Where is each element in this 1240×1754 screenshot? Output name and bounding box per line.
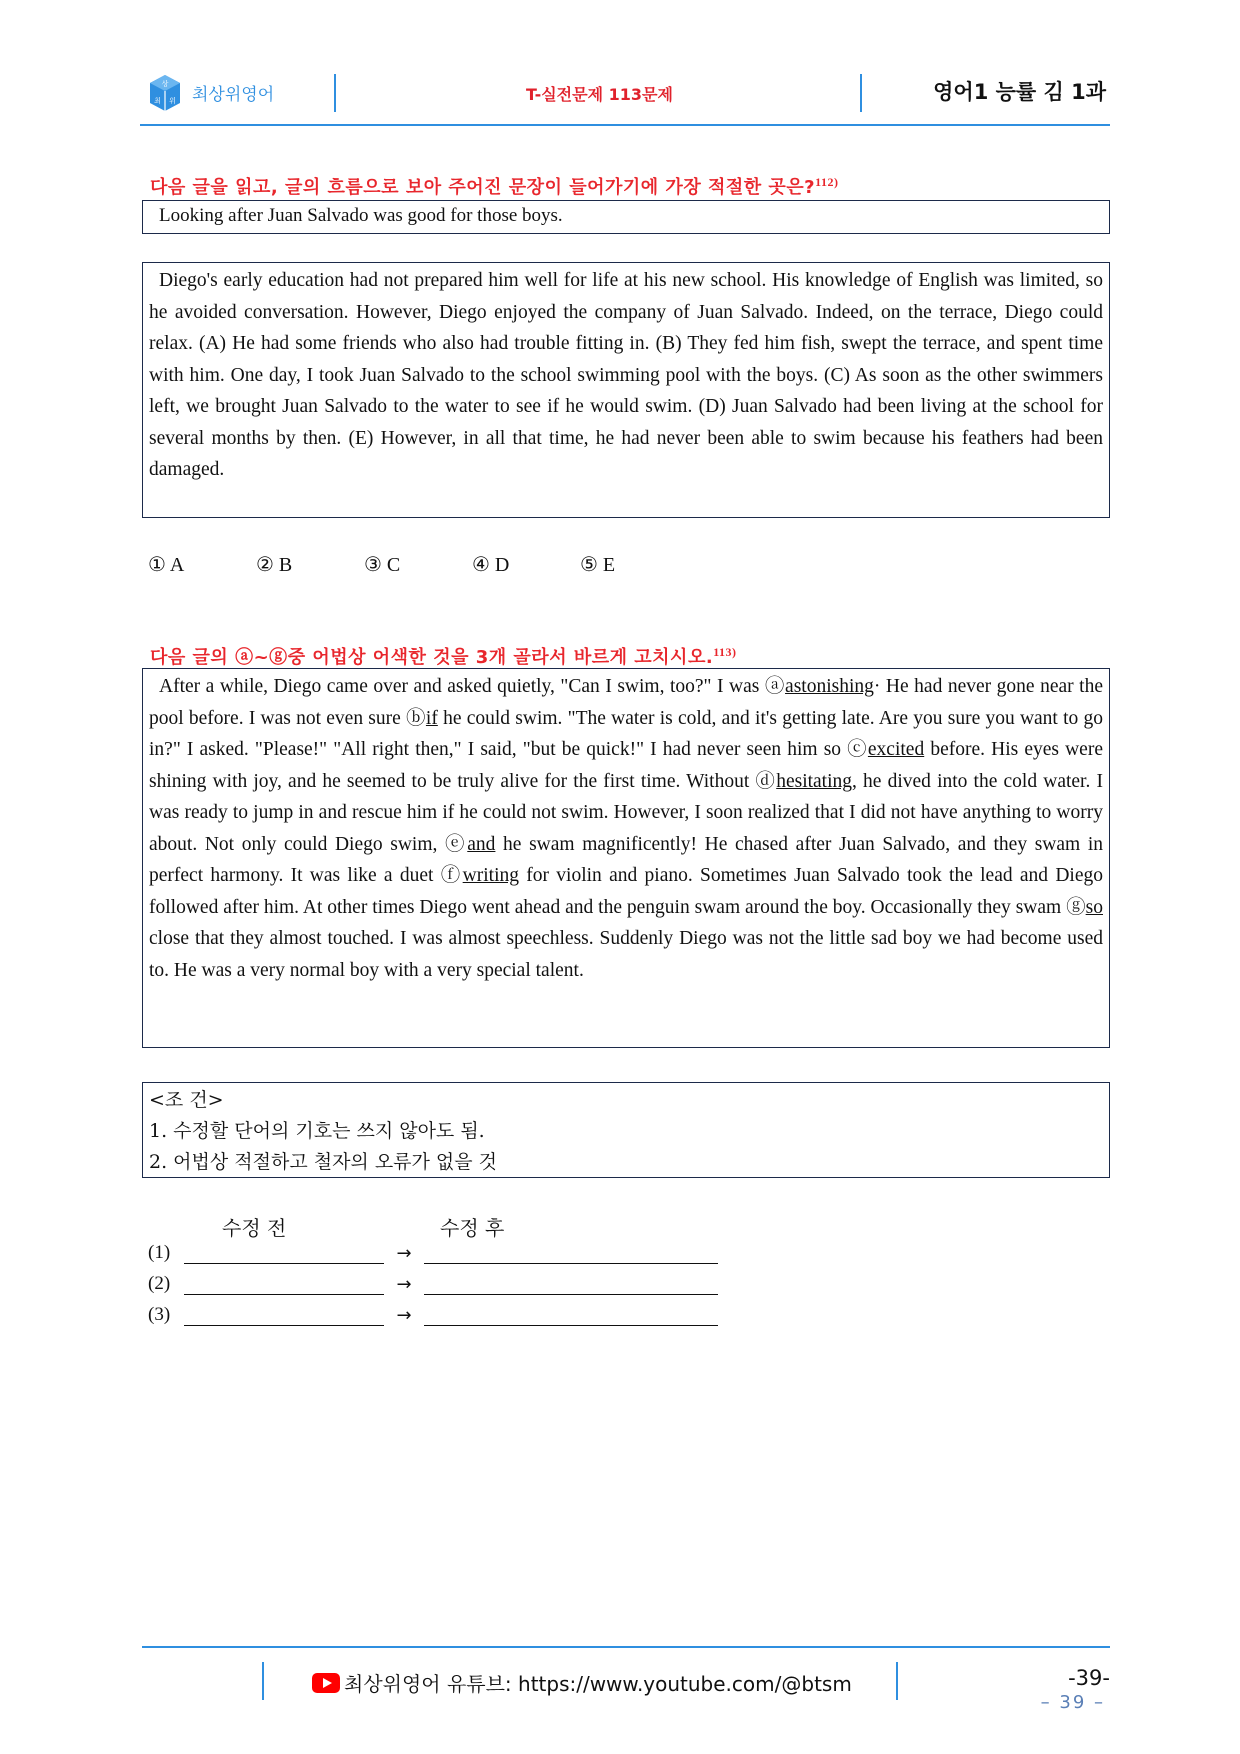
header-divider bbox=[334, 74, 336, 112]
underlined-f: writing bbox=[462, 865, 519, 886]
youtube-icon bbox=[312, 1673, 340, 1693]
youtube-link[interactable] bbox=[312, 1668, 852, 1697]
choice-1[interactable]: ① A bbox=[148, 554, 185, 576]
given-sentence-box bbox=[142, 200, 1110, 234]
youtube-text: 최상위영어 유튜브: https://www.youtube.com/@btsm bbox=[344, 1672, 852, 1696]
choice-3[interactable]: ③ C bbox=[364, 554, 401, 576]
mark-f: ⓕ bbox=[440, 865, 463, 886]
before-blank[interactable] bbox=[184, 1304, 384, 1326]
svg-text:위: 위 bbox=[169, 97, 176, 105]
after-header: 수정 후 bbox=[440, 1216, 505, 1240]
underlined-b: if bbox=[425, 707, 438, 729]
page-number-alt: – 39 – bbox=[1040, 1692, 1105, 1713]
after-blank[interactable] bbox=[424, 1273, 718, 1295]
footer-separator bbox=[896, 1662, 898, 1700]
before-header: 수정 전 bbox=[222, 1216, 287, 1240]
mark-b: ⓑ bbox=[406, 707, 426, 729]
after-blank[interactable] bbox=[424, 1242, 718, 1264]
answer-row-number: (2) bbox=[148, 1273, 171, 1294]
svg-text:상: 상 bbox=[161, 80, 169, 88]
underlined-c: excited bbox=[867, 739, 925, 760]
mark-d: ⓓ bbox=[755, 770, 777, 792]
arrow-icon: → bbox=[396, 1305, 412, 1326]
arrow-icon: → bbox=[396, 1274, 412, 1295]
passage-113 bbox=[142, 668, 1110, 1048]
exam-title: T-실전문제 113문제 bbox=[526, 85, 673, 104]
before-blank[interactable] bbox=[184, 1242, 384, 1264]
mark-c: ⓒ bbox=[847, 739, 868, 760]
course-title: 영어1 능률 김 1과 bbox=[933, 80, 1106, 104]
page-header bbox=[140, 70, 1110, 126]
mark-g: ⓖ bbox=[1066, 896, 1086, 918]
answer-row-number: (1) bbox=[148, 1242, 171, 1263]
passage-112 bbox=[142, 262, 1110, 518]
underlined-e: and bbox=[467, 833, 496, 855]
choice-4[interactable]: ④ D bbox=[472, 554, 510, 576]
underlined-g: so bbox=[1085, 896, 1103, 918]
conditions-box bbox=[142, 1082, 1110, 1178]
answer-row bbox=[148, 1236, 718, 1264]
choice-5[interactable]: ⑤ E bbox=[580, 554, 616, 576]
mark-a: ⓐ bbox=[764, 676, 786, 697]
condition-item: 1. 수정할 단어의 기호는 쓰지 않아도 됨. bbox=[149, 1120, 485, 1142]
answer-choices bbox=[148, 552, 688, 577]
footer-divider bbox=[142, 1646, 1110, 1648]
brand-logo-icon bbox=[148, 74, 182, 112]
passage-112-text: Diego's early education had not prepared him well for life at his new school. His knowledge of English was limited, so he avoided conversation. However, Diego enjoyed the company of Juan Salvado. Indeed, on the terrace, Diego could relax. (A) He had some friends who also had trouble fitting in. (B) They fed him fish, swept the terrace, and spent time with him. One day, I took Juan Salvado to the school swimming pool with the boys. (C) As soon as the other swimmers left, we brought Juan Salvado to the water to see if he would swim. (D) Juan Salvado had been living at the school for several months by then. (E) However, in all that time, he had never been able to swim because his feathers had been damaged. bbox=[149, 270, 1103, 480]
condition-item: 2. 어법상 적절하고 철자의 오류가 없을 것 bbox=[149, 1151, 498, 1173]
question-113-instruction: 다음 글의 ⓐ~ⓖ중 어법상 어색한 것을 3개 골라서 바르게 고치시오.$^{113)}$ bbox=[150, 645, 737, 668]
before-blank[interactable] bbox=[184, 1273, 384, 1295]
given-sentence: Looking after Juan Salvado was good for those boys. bbox=[159, 205, 563, 226]
underlined-a: astonishing bbox=[785, 676, 874, 697]
question-112-instruction: 다음 글을 읽고, 글의 흐름으로 보아 주어진 문장이 들어가기에 가장 적절한 곳은?$^{112)}$ bbox=[150, 175, 839, 198]
passage-113-text: After a while, Diego came over and asked quietly, "Can I swim, too?" I was ⓐastonishing· He had never gone near the pool before. I was not even sure ⓑif he could swim. "The water is cold, and it's getting late. Are you sure you want to go in?" I asked. "Please!" "All right then," I said, "but be quick!" I had never seen him so ⓒexcited before. His eyes were shining with joy, and he seemed to be truly alive for the first time. Without ⓓhesitating, he dived into the cold water. I was ready to jump in and rescue him if he could not swim. However, I soon realized that I did not have anything to worry about. Not only could Diego swim, ⓔand he swam magnificently! He chased after Juan Salvado, and they swam in perfect harmony. It was like a duet ⓕwriting for violin and piano. Sometimes Juan Salvado took the lead and Diego followed after him. At other times Diego went ahead and the penguin swam around the boy. Occasionally they swam ⓖso close that they almost touched. I was almost speechless. Suddenly Diego was not the little sad boy we had become used to. He was a very normal boy with a very special talent. bbox=[149, 676, 1103, 981]
answer-row-number: (3) bbox=[148, 1304, 171, 1325]
footer-separator bbox=[262, 1662, 264, 1700]
svg-text:최: 최 bbox=[154, 97, 161, 105]
after-blank[interactable] bbox=[424, 1304, 718, 1326]
mark-e: ⓔ bbox=[445, 833, 468, 855]
page-number: -39- bbox=[1068, 1666, 1110, 1690]
arrow-icon: → bbox=[396, 1243, 412, 1264]
answer-row bbox=[148, 1267, 718, 1295]
choice-2[interactable]: ② B bbox=[256, 554, 293, 576]
header-divider bbox=[860, 74, 862, 112]
answer-row bbox=[148, 1298, 718, 1326]
conditions-title: <조 건> bbox=[149, 1089, 224, 1111]
underlined-d: hesitating bbox=[776, 770, 853, 792]
brand-name: 최상위영어 bbox=[192, 85, 275, 105]
